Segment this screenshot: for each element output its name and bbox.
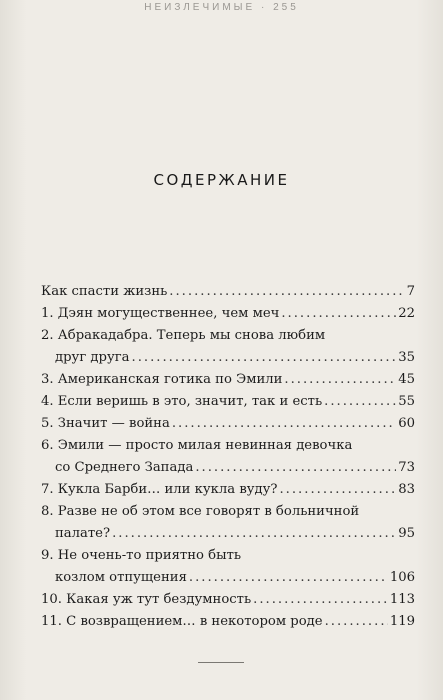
toc-entry-title-continued: друг друга [55, 350, 130, 365]
leader-dots [195, 457, 396, 479]
leader-dots [281, 303, 396, 325]
toc-entry [41, 611, 415, 633]
leader-dots [112, 523, 396, 545]
toc-entry [41, 589, 415, 611]
toc-entry-title-continued: со Среднего Запада [55, 460, 194, 475]
toc-entry [41, 325, 415, 369]
toc-entry-title: 8. Разве не об этом все говорят в больничной [41, 504, 360, 519]
toc-entry [41, 479, 415, 501]
toc-entry [41, 413, 415, 435]
toc-page-number: 60 [398, 416, 415, 431]
leader-dots [253, 589, 388, 611]
toc-entry [41, 435, 415, 479]
toc-entry [41, 545, 415, 589]
running-header: НЕИЗЛЕЧИМЫЕ · 255 [144, 2, 299, 13]
toc-page-number: 22 [398, 306, 415, 321]
toc-entry-title: 5. Значит — война [41, 416, 170, 431]
toc-page-number: 83 [398, 482, 415, 497]
toc-entry [41, 281, 415, 303]
leader-dots [169, 281, 404, 303]
toc-entry-title-continued: палате? [55, 526, 111, 541]
toc-entry [41, 391, 415, 413]
toc-entry-title: 11. С возвращением… в некотором роде [41, 614, 323, 629]
toc-title: СОДЕРЖАНИЕ [153, 171, 290, 189]
toc-entry-title: 3. Американская готика по Эмили [41, 372, 283, 387]
leader-dots [324, 391, 396, 413]
toc-entry-title: 9. Не очень-то приятно быть [41, 548, 242, 563]
toc-page-number: 113 [389, 592, 415, 607]
leader-dots [325, 611, 388, 633]
toc-entry-title: 4. Если веришь в это, значит, так и есть [41, 394, 323, 409]
bottom-divider [198, 662, 244, 663]
leader-dots [189, 567, 388, 589]
table-of-contents [41, 281, 415, 633]
toc-entry-title: 2. Абракадабра. Теперь мы снова любим [41, 328, 326, 343]
toc-entry-title: Как спасти жизнь [41, 284, 168, 299]
toc-entry-title: 10. Какая уж тут бездумность [41, 592, 252, 607]
toc-entry-title: 1. Дэян могущественнее, чем меч [41, 306, 280, 321]
toc-page-number: 35 [398, 350, 415, 365]
toc-page-number: 45 [398, 372, 415, 387]
leader-dots [172, 413, 396, 435]
toc-entry [41, 369, 415, 391]
toc-entry-title-continued: козлом отпущения [55, 570, 187, 585]
leader-dots [284, 369, 396, 391]
toc-entry [41, 501, 415, 545]
toc-page-number: 73 [398, 460, 415, 475]
toc-entry-title: 6. Эмили — просто милая невинная девочка [41, 438, 353, 453]
toc-page-number: 95 [398, 526, 415, 541]
toc-entry [41, 303, 415, 325]
toc-page-number: 106 [389, 570, 415, 585]
toc-page-number: 55 [398, 394, 415, 409]
toc-page-number: 7 [406, 284, 415, 299]
toc-page-number: 119 [389, 614, 415, 629]
leader-dots [279, 479, 396, 501]
toc-entry-title: 7. Кукла Барби… или кукла вуду? [41, 482, 278, 497]
leader-dots [132, 347, 397, 369]
